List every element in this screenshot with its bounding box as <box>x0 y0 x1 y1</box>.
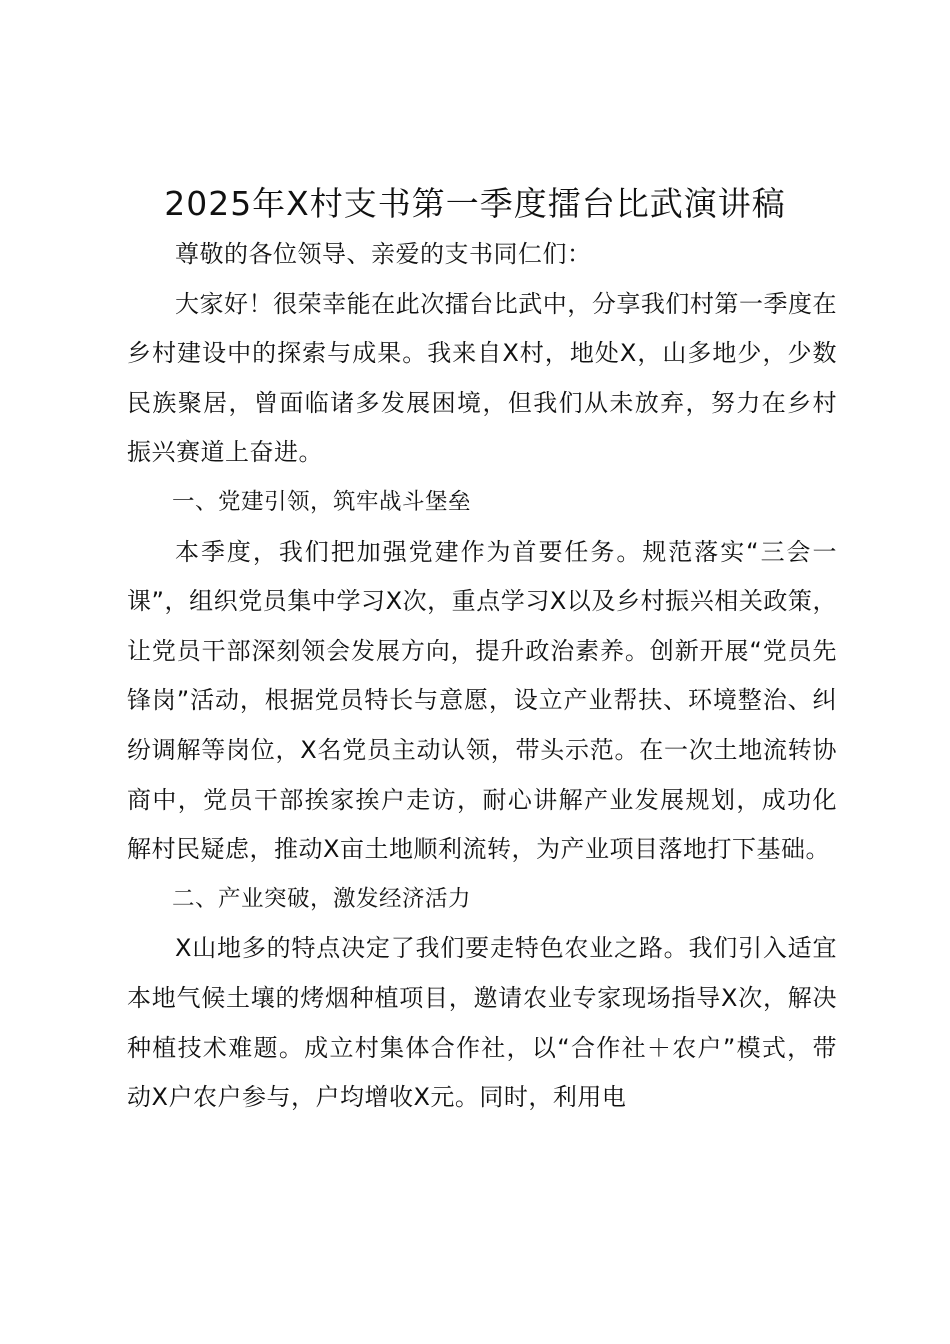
party-building-paragraph: 本季度，我们把加强党建作为首要任务。规范落实“三会一课”，组织党员集中学习X次，重点学习X以及乡村振兴相关政策，让党员干部深刻领会发展方向，提升政治素养。创新开展“党员先锋岗”活动，根据党员特长与意愿，设立产业帮扶、环境整治、纠纷调解等岗位，X名党员主动认领，带头示范。在一次土地流转协商中，党员干部挨家挨户走访，耐心讲解产业发展规划，成功化解村民疑虑，推动X亩土地顺利流转，为产业项目落地打下基础。 <box>127 537 837 864</box>
intro-paragraph: 大家好！很荣幸能在此次擂台比武中，分享我们村第一季度在乡村建设中的探索与成果。我来自X村，地处X，山多地少，少数民族聚居，曾面临诸多发展困境，但我们从未放弃，努力在乡村振兴赛道上奋进。 <box>127 289 837 467</box>
section-heading-party-building: 一、党建引领，筑牢战斗堡垒 <box>172 488 472 515</box>
document-title: 2025年X村支书第一季度擂台比武演讲稿 <box>164 184 786 223</box>
industry-paragraph: X山地多的特点决定了我们要走特色农业之路。我们引入适宜本地气候土壤的烤烟种植项目，邀请农业专家现场指导X次，解决种植技术难题。成立村集体合作社，以“合作社＋农户”模式，带动X户农户参与，户均增收X元。同时，利用电 <box>127 934 837 1112</box>
document-body <box>127 230 837 1123</box>
section-heading-industry: 二、产业突破，激发经济活力 <box>172 885 472 912</box>
salutation-paragraph: 尊敬的各位领导、亲爱的支书同仁们： <box>175 240 592 268</box>
